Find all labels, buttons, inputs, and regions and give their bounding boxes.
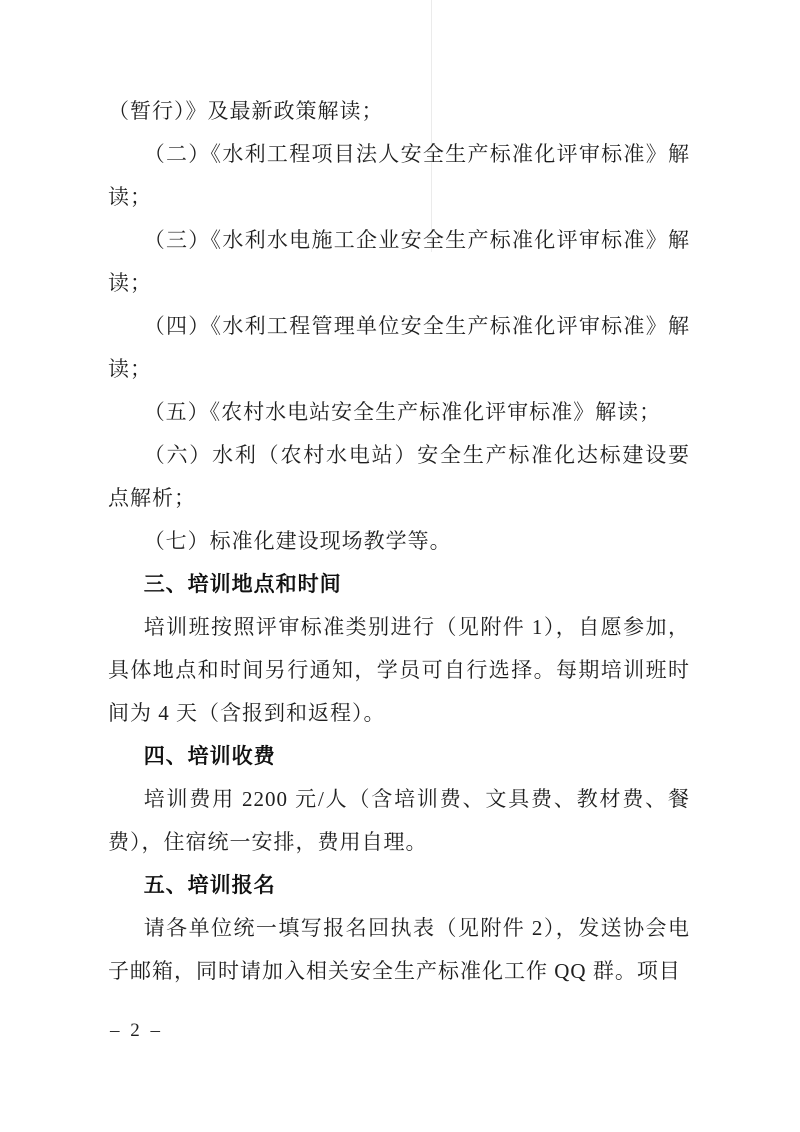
clause-item-6: （六）水利（农村水电站）安全生产标准化达标建设要点解析； (108, 443, 690, 510)
paragraph-registration: 请各单位统一填写报名回执表（见附件 2），发送协会电子邮箱，同时请加入相关安全生产标准化工作 QQ 群。项目 (108, 916, 690, 983)
paragraph-fees: 培训费用 2200 元/人（含培训费、文具费、教材费、餐费），住宿统一安排，费用自理。 (108, 787, 690, 854)
section-heading-fees: 四、培训收费 (143, 745, 276, 768)
paragraph-continuation: （暂行）》及最新政策解读； (108, 99, 384, 123)
page-number: – 2 – (110, 1020, 163, 1041)
clause-item-2: （二）《水利工程项目法人安全生产标准化评审标准》解读； (108, 142, 690, 209)
clause-item-3: （三）《水利水电施工企业安全生产标准化评审标准》解读； (108, 228, 690, 295)
paragraph-location-time: 培训班按照评审标准类别进行（见附件 1），自愿参加，具体地点和时间另行通知，学员可自行选择。每期培训班时间为 4 天（含报到和返程）。 (108, 615, 690, 725)
clause-item-4: （四）《水利工程管理单位安全生产标准化评审标准》解读； (108, 314, 690, 381)
section-heading-location-time: 三、培训地点和时间 (143, 573, 342, 596)
section-heading-registration: 五、培训报名 (143, 874, 276, 897)
clause-item-5: （五）《农村水电站安全生产标准化评审标准》解读； (143, 400, 662, 424)
document-body (108, 90, 690, 993)
clause-item-7: （七）标准化建设现场教学等。 (143, 529, 452, 553)
